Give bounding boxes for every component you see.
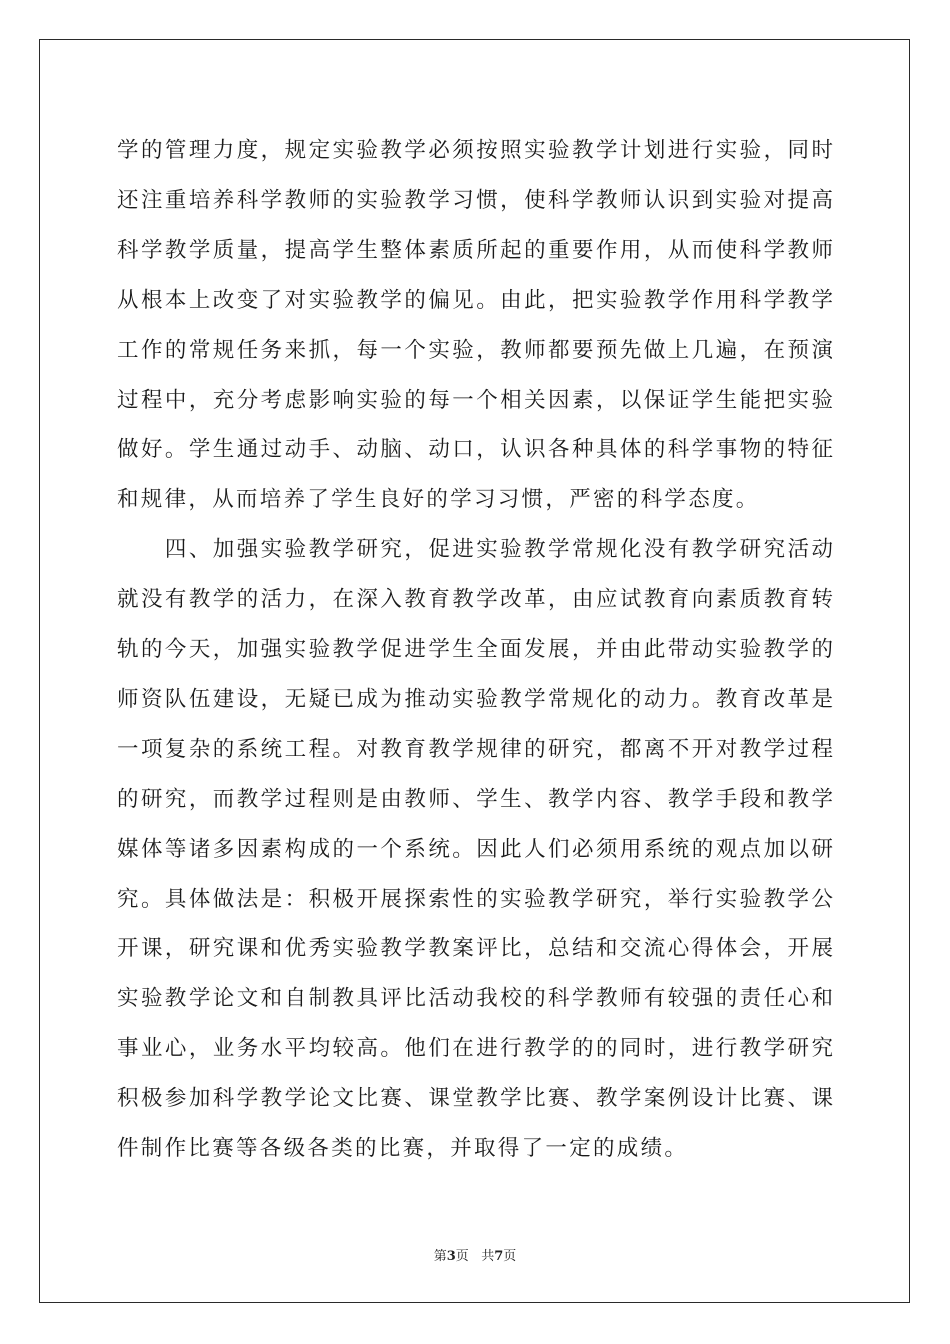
text-line: 做好。学生通过动手、动脑、动口，认识各种具体的科学事物的特征 [117, 437, 833, 462]
page-footer [0, 1248, 950, 1266]
text-line: 一项复杂的系统工程。对教育教学规律的研究，都离不开对教学过程 [117, 737, 833, 762]
text-line: 究。具体做法是：积极开展探索性的实验教学研究，举行实验教学公 [117, 887, 833, 912]
text-line: 事业心，业务水平均较高。他们在进行教学的的同时，进行教学研究 [117, 1036, 833, 1061]
text-line: 件制作比赛等各级各类的比赛，并取得了一定的成绩。 [117, 1136, 689, 1161]
text-line: 开课，研究课和优秀实验教学教案评比，总结和交流心得体会，开展 [117, 936, 833, 961]
text-line: 还注重培养科学教师的实验教学习惯，使科学教师认识到实验对提高 [117, 188, 833, 213]
text-line: 过程中，充分考虑影响实验的每一个相关因素，以保证学生能把实验 [117, 388, 833, 413]
page-prefix: 第 [433, 1249, 447, 1264]
text-line: 四、加强实验教学研究，促进实验教学常规化没有教学研究活动 [117, 537, 833, 562]
text-line: 从根本上改变了对实验教学的偏见。由此，把实验教学作用科学教学 [117, 288, 833, 313]
text-line: 就没有教学的活力，在深入教育教学改革，由应试教育向素质教育转 [117, 587, 833, 612]
text-line: 的研究，而教学过程则是由教师、学生、教学内容、教学手段和教学 [117, 787, 833, 812]
page-number: 3 [446, 1249, 456, 1264]
text-line: 媒体等诸多因素构成的一个系统。因此人们必须用系统的观点加以研 [117, 837, 833, 862]
page-suffix: 页 [455, 1249, 469, 1264]
text-line: 工作的常规任务来抓，每一个实验，教师都要预先做上几遍，在预演 [117, 338, 833, 363]
text-line: 师资队伍建设，无疑已成为推动实验教学常规化的动力。教育改革是 [117, 687, 833, 712]
text-line: 积极参加科学教学论文比赛、课堂教学比赛、教学案例设计比赛、课 [117, 1086, 833, 1111]
total-prefix: 共 [481, 1249, 495, 1264]
total-suffix: 页 [503, 1249, 517, 1264]
text-line: 和规律，从而培养了学生良好的学习习惯，严密的科学态度。 [117, 487, 760, 512]
total-pages: 7 [494, 1249, 504, 1264]
text-line: 学的管理力度，规定实验教学必须按照实验教学计划进行实验，同时 [117, 138, 833, 163]
text-line: 轨的今天，加强实验教学促进学生全面发展，并由此带动实验教学的 [117, 637, 833, 662]
text-line: 科学教学质量，提高学生整体素质所起的重要作用，从而使科学教师 [117, 238, 833, 263]
text-line: 实验教学论文和自制教具评比活动我校的科学教师有较强的责任心和 [117, 986, 833, 1011]
